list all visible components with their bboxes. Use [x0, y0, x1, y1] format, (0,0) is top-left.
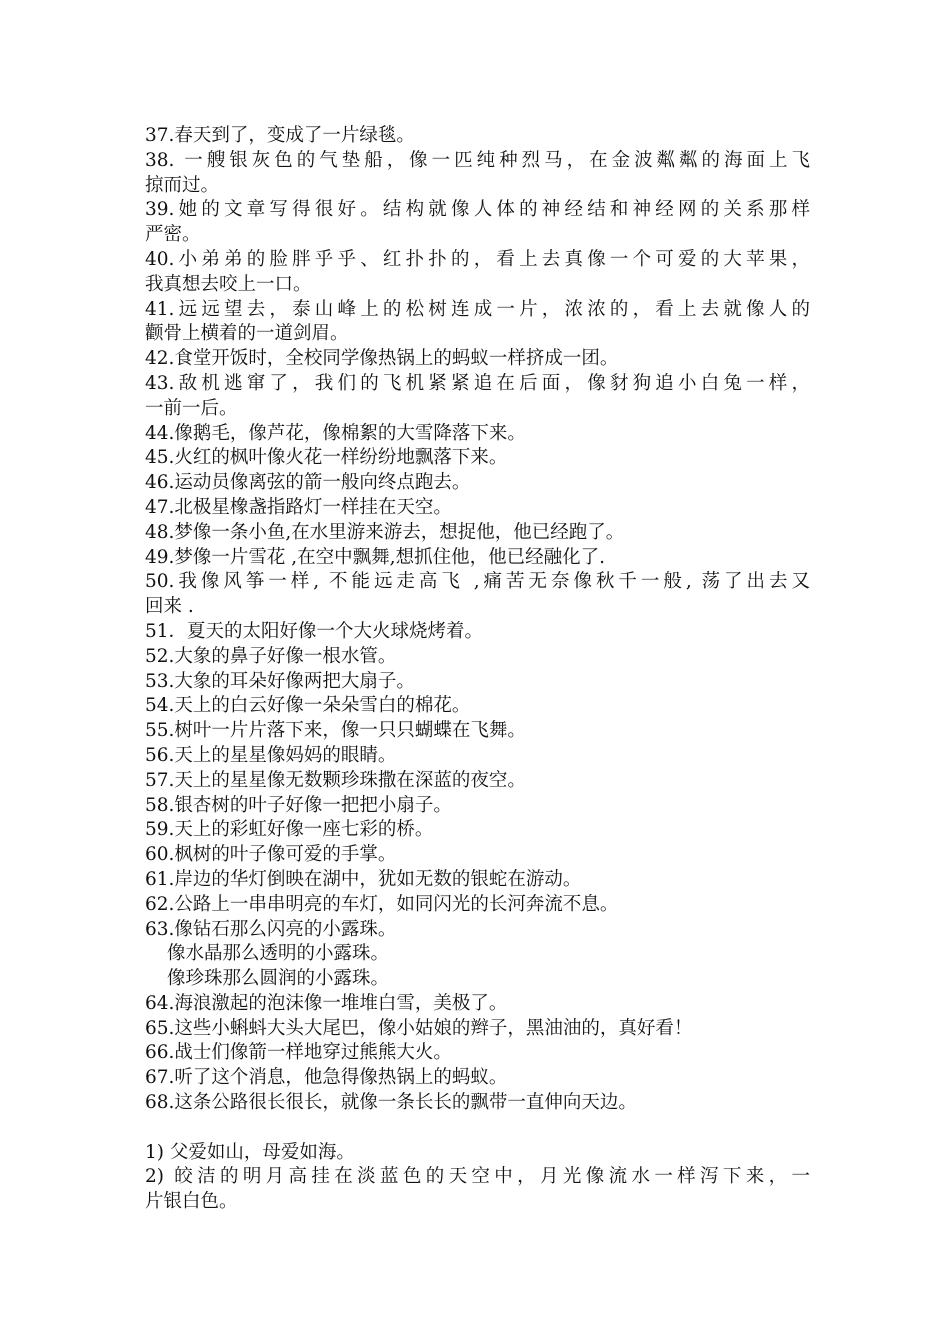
text-line-44: 44.像鹅毛，像芦花，像棉絮的大雪降落下来。: [145, 422, 526, 444]
text-line-55: 55.树叶一片片落下来，像一只只蝴蝶在飞舞。: [145, 720, 526, 742]
text-line-62: 62.公路上一串串明亮的车灯，如同闪光的长河奔流不息。: [145, 893, 619, 915]
text-line-48: 48.梦像一条小鱼,在水里游来游去，想捉他，他已经跑了。: [145, 521, 625, 543]
text-line-68: 68.这条公路很长很长，就像一条长长的飘带一直伸向天边。: [145, 1092, 637, 1114]
text-line-63-c: 像珍珠那么圆润的小露珠。: [167, 968, 390, 990]
text-line-60: 60.枫树的叶子像可爱的手掌。: [145, 844, 397, 866]
text-line-56: 56.天上的星星像妈妈的眼睛。: [145, 744, 397, 766]
text-line-40-cont: 我真想去咬上一口。: [145, 273, 312, 295]
text-line-40: 40.小弟弟的脸胖乎乎、红扑扑的，看上去真像一个可爱的大苹果，: [145, 248, 810, 270]
text-line-p2-cont: 片银白色。: [145, 1191, 238, 1213]
text-line-43: 43.敌机逃窜了，我们的飞机紧紧追在后面，像豺狗追小白兔一样，: [145, 372, 810, 394]
text-line-42: 42.食堂开饭时，全校同学像热锅上的蚂蚁一样挤成一团。: [145, 348, 619, 370]
paragraph-gap: [145, 1116, 810, 1141]
text-line-38-cont: 掠而过。: [145, 174, 220, 196]
text-line-p1: 1) 父爱如山，母爱如海。: [145, 1141, 355, 1163]
text-line-38: 38. 一艘银灰色的气垫船，像一匹纯种烈马，在金波粼粼的海面上飞: [145, 149, 810, 171]
text-line-52: 52.大象的鼻子好像一根水管。: [145, 645, 397, 667]
text-line-39-cont: 严密。: [145, 224, 201, 246]
text-line-47: 47.北极星橡盏指路灯一样挂在天空。: [145, 496, 452, 518]
text-line-66: 66.战士们像箭一样地穿过熊熊大火。: [145, 1042, 452, 1064]
text-line-39: 39.她的文章写得很好。结构就像人体的神经结和神经网的关系那样: [145, 199, 810, 221]
text-line-58: 58.银杏树的叶子好像一把把小扇子。: [145, 794, 452, 816]
text-line-41: 41.远远望去，泰山峰上的松树连成一片，浓浓的，看上去就像人的: [145, 298, 810, 320]
text-line-54: 54.天上的白云好像一朵朵雪白的棉花。: [145, 695, 471, 717]
text-line-65: 65.这些小蝌蚪大头大尾巴，像小姑娘的辫子，黑油油的，真好看！: [145, 1017, 693, 1039]
text-line-64: 64.海浪激起的泡沫像一堆堆白雪，美极了。: [145, 992, 508, 1014]
text-line-41-cont: 颧骨上横着的一道剑眉。: [145, 323, 349, 345]
text-line-57: 57.天上的星星像无数颗珍珠撒在深蓝的夜空。: [145, 769, 526, 791]
text-line-53: 53.大象的耳朵好像两把大扇子。: [145, 670, 415, 692]
text-line-43-cont: 一前一后。: [145, 397, 238, 419]
text-line-59: 59.天上的彩虹好像一座七彩的桥。: [145, 819, 434, 841]
text-line-37: 37.春天到了，变成了一片绿毯。: [145, 125, 415, 146]
text-line-51: 51．夏天的太阳好像一个大火球烧烤着。: [145, 620, 484, 642]
text-line-45: 45.火红的枫叶像火花一样纷纷地飘落下来。: [145, 447, 508, 469]
text-line-49: 49.梦像一片雪花 ,在空中飘舞,想抓住他，他已经融化了.: [145, 546, 605, 568]
text-line-46: 46.运动员像离弦的箭一般向终点跑去。: [145, 472, 471, 494]
text-line-p2: 2) 皎洁的明月高挂在淡蓝色的天空中，月光像流水一样泻下来，一: [145, 1166, 810, 1188]
document-body: [145, 124, 810, 1215]
text-line-50-cont: 回来 .: [145, 596, 194, 618]
text-line-50: 50.我像风筝一样, 不能远走高飞 ,痛苦无奈像秋千一般, 荡了出去又: [145, 571, 810, 593]
text-line-61: 61.岸边的华灯倒映在湖中，犹如无数的银蛇在游动。: [145, 868, 582, 890]
text-line-63-b: 像水晶那么透明的小露珠。: [167, 943, 390, 965]
text-line-67: 67.听了这个消息，他急得像热锅上的蚂蚁。: [145, 1067, 508, 1089]
text-line-63: 63.像钻石那么闪亮的小露珠。: [145, 918, 397, 940]
